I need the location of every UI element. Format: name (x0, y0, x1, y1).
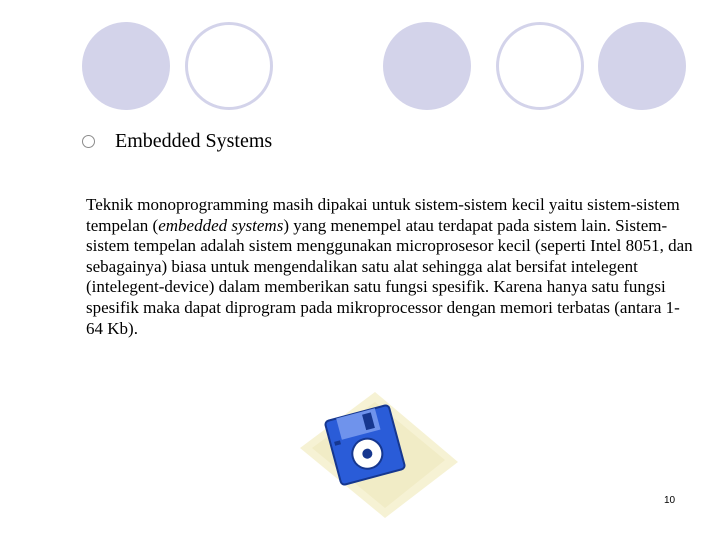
body-text-start: Teknik monoprogramming masih dipakai untuk sistem-sistem kecil yaitu sistem-sistem tempelan ( (86, 195, 680, 235)
decorative-circle-filled (383, 22, 471, 110)
bullet-circle-icon (82, 135, 95, 148)
page-number: 10 (664, 495, 676, 506)
decorative-circle-filled (598, 22, 686, 110)
slide-heading (82, 130, 272, 153)
slide-title: Embedded Systems (115, 130, 273, 152)
body-paragraph (86, 195, 696, 339)
decorative-circle-outline (496, 22, 584, 110)
decorative-circle-outline (185, 22, 273, 110)
body-text-emphasis: embedded systems (158, 215, 284, 235)
body-text-end: ) yang menempel atau terdapat pada sistem lain. Sistem-sistem tempelan adalah sistem menggunakan microprosesor kecil (seperti Intel 8051, dan sebagainya) biasa untuk mengendalikan satu alat sehingga alat bersifat intelegent (intelegent-device) dalam memberikan satu fungsi spesifik. Karena hanya satu fungsi spesifik maka dapat diprogram pada mikroprocessor dengan memori terbatas (antara 1-64 Kb). (86, 215, 693, 338)
decorative-circle-filled (82, 22, 170, 110)
floppy-disk-icon (290, 390, 460, 520)
